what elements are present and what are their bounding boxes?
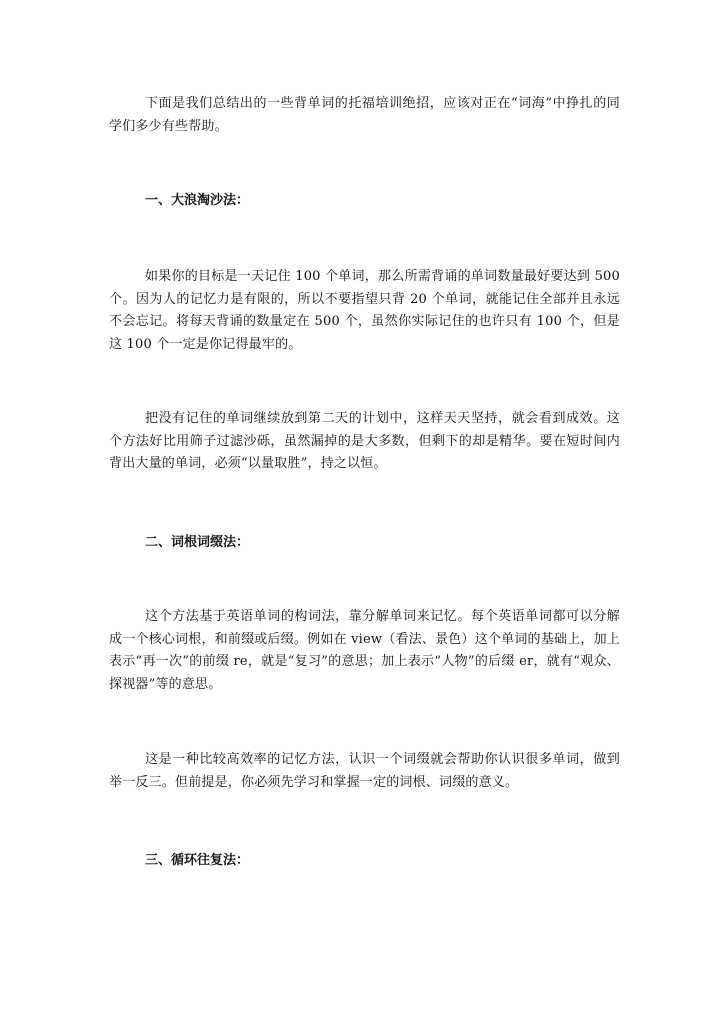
section-2-paragraph-2: 这是一种比较高效率的记忆方法，认识一个词缀就会帮助你认识很多单词，做到举一反三。但前提是，你必须先学习和掌握一定的词根、词缀的意义。 [109,752,620,790]
intro-paragraph: 下面是我们总结出的一些背单词的托福培训绝招，应该对正在“词海”中挣扎的同学们多少有些帮助。 [109,96,620,134]
section-heading-3: 三、循环往复法： [145,853,250,868]
section-heading-1: 一、大浪淘沙法： [145,193,250,208]
section-1-paragraph-2: 把没有记住的单词继续放到第二天的计划中，这样天天坚持，就会看到成效。这个方法好比用筛子过滤沙砾，虽然漏掉的是大多数，但剩下的却是精华。要在短时间内背出大量的单词，必须“以量取胜”，持之以恒。 [109,411,620,471]
section-heading-2: 二、词根词缀法： [145,535,250,550]
section-1-paragraph-1: 如果你的目标是一天记住 100 个单词，那么所需背诵的单词数量最好要达到 500 个。因为人的记忆力是有限的，所以不要指望只背 20 个单词，就能记住全部并且永远不会忘记。将每天背诵的数量定在 500 个，虽然你实际记住的也许只有 100 个，但是这 100 个一定是你记得最牢的。 [109,269,620,352]
section-2-paragraph-1: 这个方法基于英语单词的构词法，靠分解单词来记忆。每个英语单词都可以分解成一个核心词根，和前缀或后缀。例如在 view（看法、景色）这个单词的基础上，加上表示“再一次”的前缀 re，就是“复习”的意思；加上表示“人物”的后缀 er，就有“观众、探视器”等的意思。 [109,609,620,692]
